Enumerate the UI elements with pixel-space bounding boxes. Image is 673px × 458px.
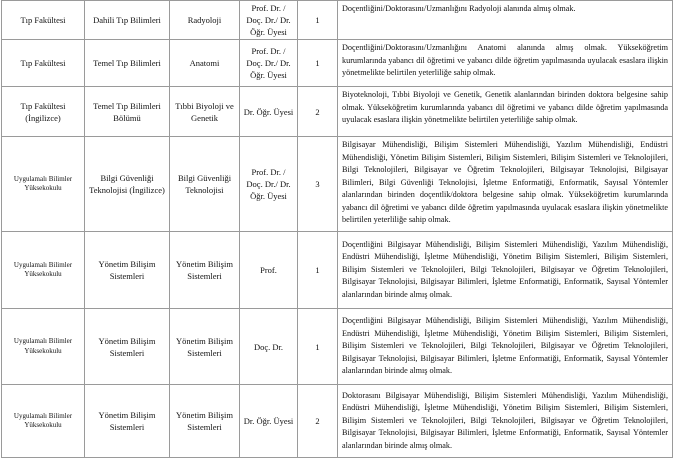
title-cell: Dr. Öğr. Üyesi xyxy=(240,385,298,458)
count-cell: 1 xyxy=(298,1,338,40)
department-cell: Temel Tıp Bilimleri xyxy=(85,40,170,87)
title-cell: Dr. Öğr. Üyesi xyxy=(240,87,298,137)
title-cell: Prof. Dr. / Doç. Dr./ Dr. Öğr. Üyesi xyxy=(240,1,298,40)
requirements-cell: Doktorasını Bilgisayar Mühendisliği, Bilişim Sistemleri Mühendisliği, Yazılım Mühendisliği, Endüstri Mühendisliği, İşletme Mühendisliği, Yönetim Bilişim Sistemleri, Bilişim Sistemleri, Bilişim Sistemleri ve Teknolojileri, Bilgi Teknolojileri, Bilgisayar ve Öğretim Teknolojileri, Bilgisayar Teknolojisi, Bilgisayar Bilimleri, İşletme Enformatiği, Enformatik, Sayısal Yöntemler alanlarından birinde almış olmak. xyxy=(338,385,673,458)
title-cell: Prof. Dr. / Doç. Dr./ Dr. Öğr. Üyesi xyxy=(240,137,298,232)
faculty-cell: Tıp Fakültesi xyxy=(2,1,85,40)
count-cell: 1 xyxy=(298,40,338,87)
requirements-cell: Bilgisayar Mühendisliği, Bilişim Sistemleri Mühendisliği, Yazılım Mühendisliği, Endüstri Mühendisliği, Yönetim Bilişim Sistemleri, Bilişim Sistemleri, Bilişim Sistemleri ve Teknolojileri, Bilgi Teknolojileri, Bilgisayar ve Öğretim Teknolojileri, Bilgisayar Teknolojisi, Bilgisayar Bilimleri, Bilgi Güvenliği Teknolojisi, İşletme Enformatiği, Enformatik, Sayısal Yöntemler alanlarından birinden doçentlik/doktora belgesine sahip olmak. Yükseköğretim kurumlarında yabancı dil öğretimi ve yabancı dilde öğretim yapılmasında uyulacak esaslara ilişkin yönetmelikte belirtilen yeterliliğe sahip olmak. xyxy=(338,137,673,232)
title-cell: Prof. Dr. / Doç. Dr./ Dr. Öğr. Üyesi xyxy=(240,40,298,87)
field-cell: Bilgi Güvenliği Teknolojisi xyxy=(170,137,240,232)
count-cell: 2 xyxy=(298,87,338,137)
department-cell: Yönetim Bilişim Sistemleri xyxy=(85,385,170,458)
department-cell: Yönetim Bilişim Sistemleri xyxy=(85,232,170,309)
count-cell: 1 xyxy=(298,309,338,385)
table-row xyxy=(2,137,673,232)
table-row xyxy=(2,1,673,40)
field-cell: Yönetim Bilişim Sistemleri xyxy=(170,385,240,458)
table-row xyxy=(2,40,673,87)
department-cell: Dahili Tıp Bilimleri xyxy=(85,1,170,40)
requirements-cell: Doçentliğini/Doktorasını/Uzmanlığını Radyoloji alanında almış olmak. xyxy=(338,1,673,40)
count-cell: 2 xyxy=(298,385,338,458)
department-cell: Bilgi Güvenliği Teknolojisi (İngilizce) xyxy=(85,137,170,232)
table-row xyxy=(2,309,673,385)
field-cell: Anatomi xyxy=(170,40,240,87)
count-cell: 3 xyxy=(298,137,338,232)
table-row xyxy=(2,385,673,458)
requirements-cell: Doçentliğini/Doktorasını/Uzmanlığını Anatomi alanında almış olmak. Yükseköğretim kurumlarında yabancı dil öğretimi ve yabancı dilde öğretim yapılmasında uyulacak esaslara ilişkin yönetmelikte belirtilen yeterliliğe sahip olmak. xyxy=(338,40,673,87)
field-cell: Tıbbi Biyoloji ve Genetik xyxy=(170,87,240,137)
field-cell: Radyoloji xyxy=(170,1,240,40)
table-row xyxy=(2,87,673,137)
faculty-cell: Uygulamalı Bilimler Yüksekokulu xyxy=(2,137,85,232)
faculty-cell: Uygulamalı Bilimler Yüksekokulu xyxy=(2,385,85,458)
table-row xyxy=(2,232,673,309)
title-cell: Prof. xyxy=(240,232,298,309)
count-cell: 1 xyxy=(298,232,338,309)
requirements-cell: Biyoteknoloji, Tıbbi Biyoloji ve Genetik, Genetik alanlarından birinden doktora belgesine sahip olmak. Yükseköğretim kurumlarında yabancı dil öğretimi ve yabancı dilde öğretim yapılmasında uyulacak esaslara ilişkin yönetmelikte belirtilen yeterliliğe sahip olmak. xyxy=(338,87,673,137)
requirements-cell: Doçentliğini Bilgisayar Mühendisliği, Bilişim Sistemleri Mühendisliği, Yazılım Mühendisliği, Endüstri Mühendisliği, İşletme Mühendisliği, Yönetim Bilişim Sistemleri, Bilişim Sistemleri, Bilişim Sistemleri ve Teknolojileri, Bilgi Teknolojileri, Bilgisayar ve Öğretim Teknolojileri, Bilgisayar Teknolojisi, Bilgisayar Bilimleri, İşletme Enformatiği, Enformatik, Sayısal Yöntemler alanlarından birinde almış olmak. xyxy=(338,309,673,385)
field-cell: Yönetim Bilişim Sistemleri xyxy=(170,232,240,309)
title-cell: Doç. Dr. xyxy=(240,309,298,385)
faculty-cell: Uygulamalı Bilimler Yüksekokulu xyxy=(2,232,85,309)
positions-table xyxy=(1,0,673,458)
department-cell: Temel Tıp Bilimleri Bölümü xyxy=(85,87,170,137)
requirements-cell: Doçentliğini Bilgisayar Mühendisliği, Bilişim Sistemleri Mühendisliği, Yazılım Mühendisliği, Endüstri Mühendisliği, İşletme Mühendisliği, Yönetim Bilişim Sistemleri, Bilişim Sistemleri, Bilişim Sistemleri ve Teknolojileri, Bilgi Teknolojileri, Bilgisayar ve Öğretim Teknolojileri, Bilgisayar Teknolojisi, Bilgisayar Bilimleri, İşletme Enformatiği, Enformatik, Sayısal Yöntemler alanlarından birinde almış olmak. xyxy=(338,232,673,309)
field-cell: Yönetim Bilişim Sistemleri xyxy=(170,309,240,385)
faculty-cell: Tıp Fakültesi xyxy=(2,40,85,87)
department-cell: Yönetim Bilişim Sistemleri xyxy=(85,309,170,385)
faculty-cell: Tıp Fakültesi (İngilizce) xyxy=(2,87,85,137)
faculty-cell: Uygulamalı Bilimler Yüksekokulu xyxy=(2,309,85,385)
